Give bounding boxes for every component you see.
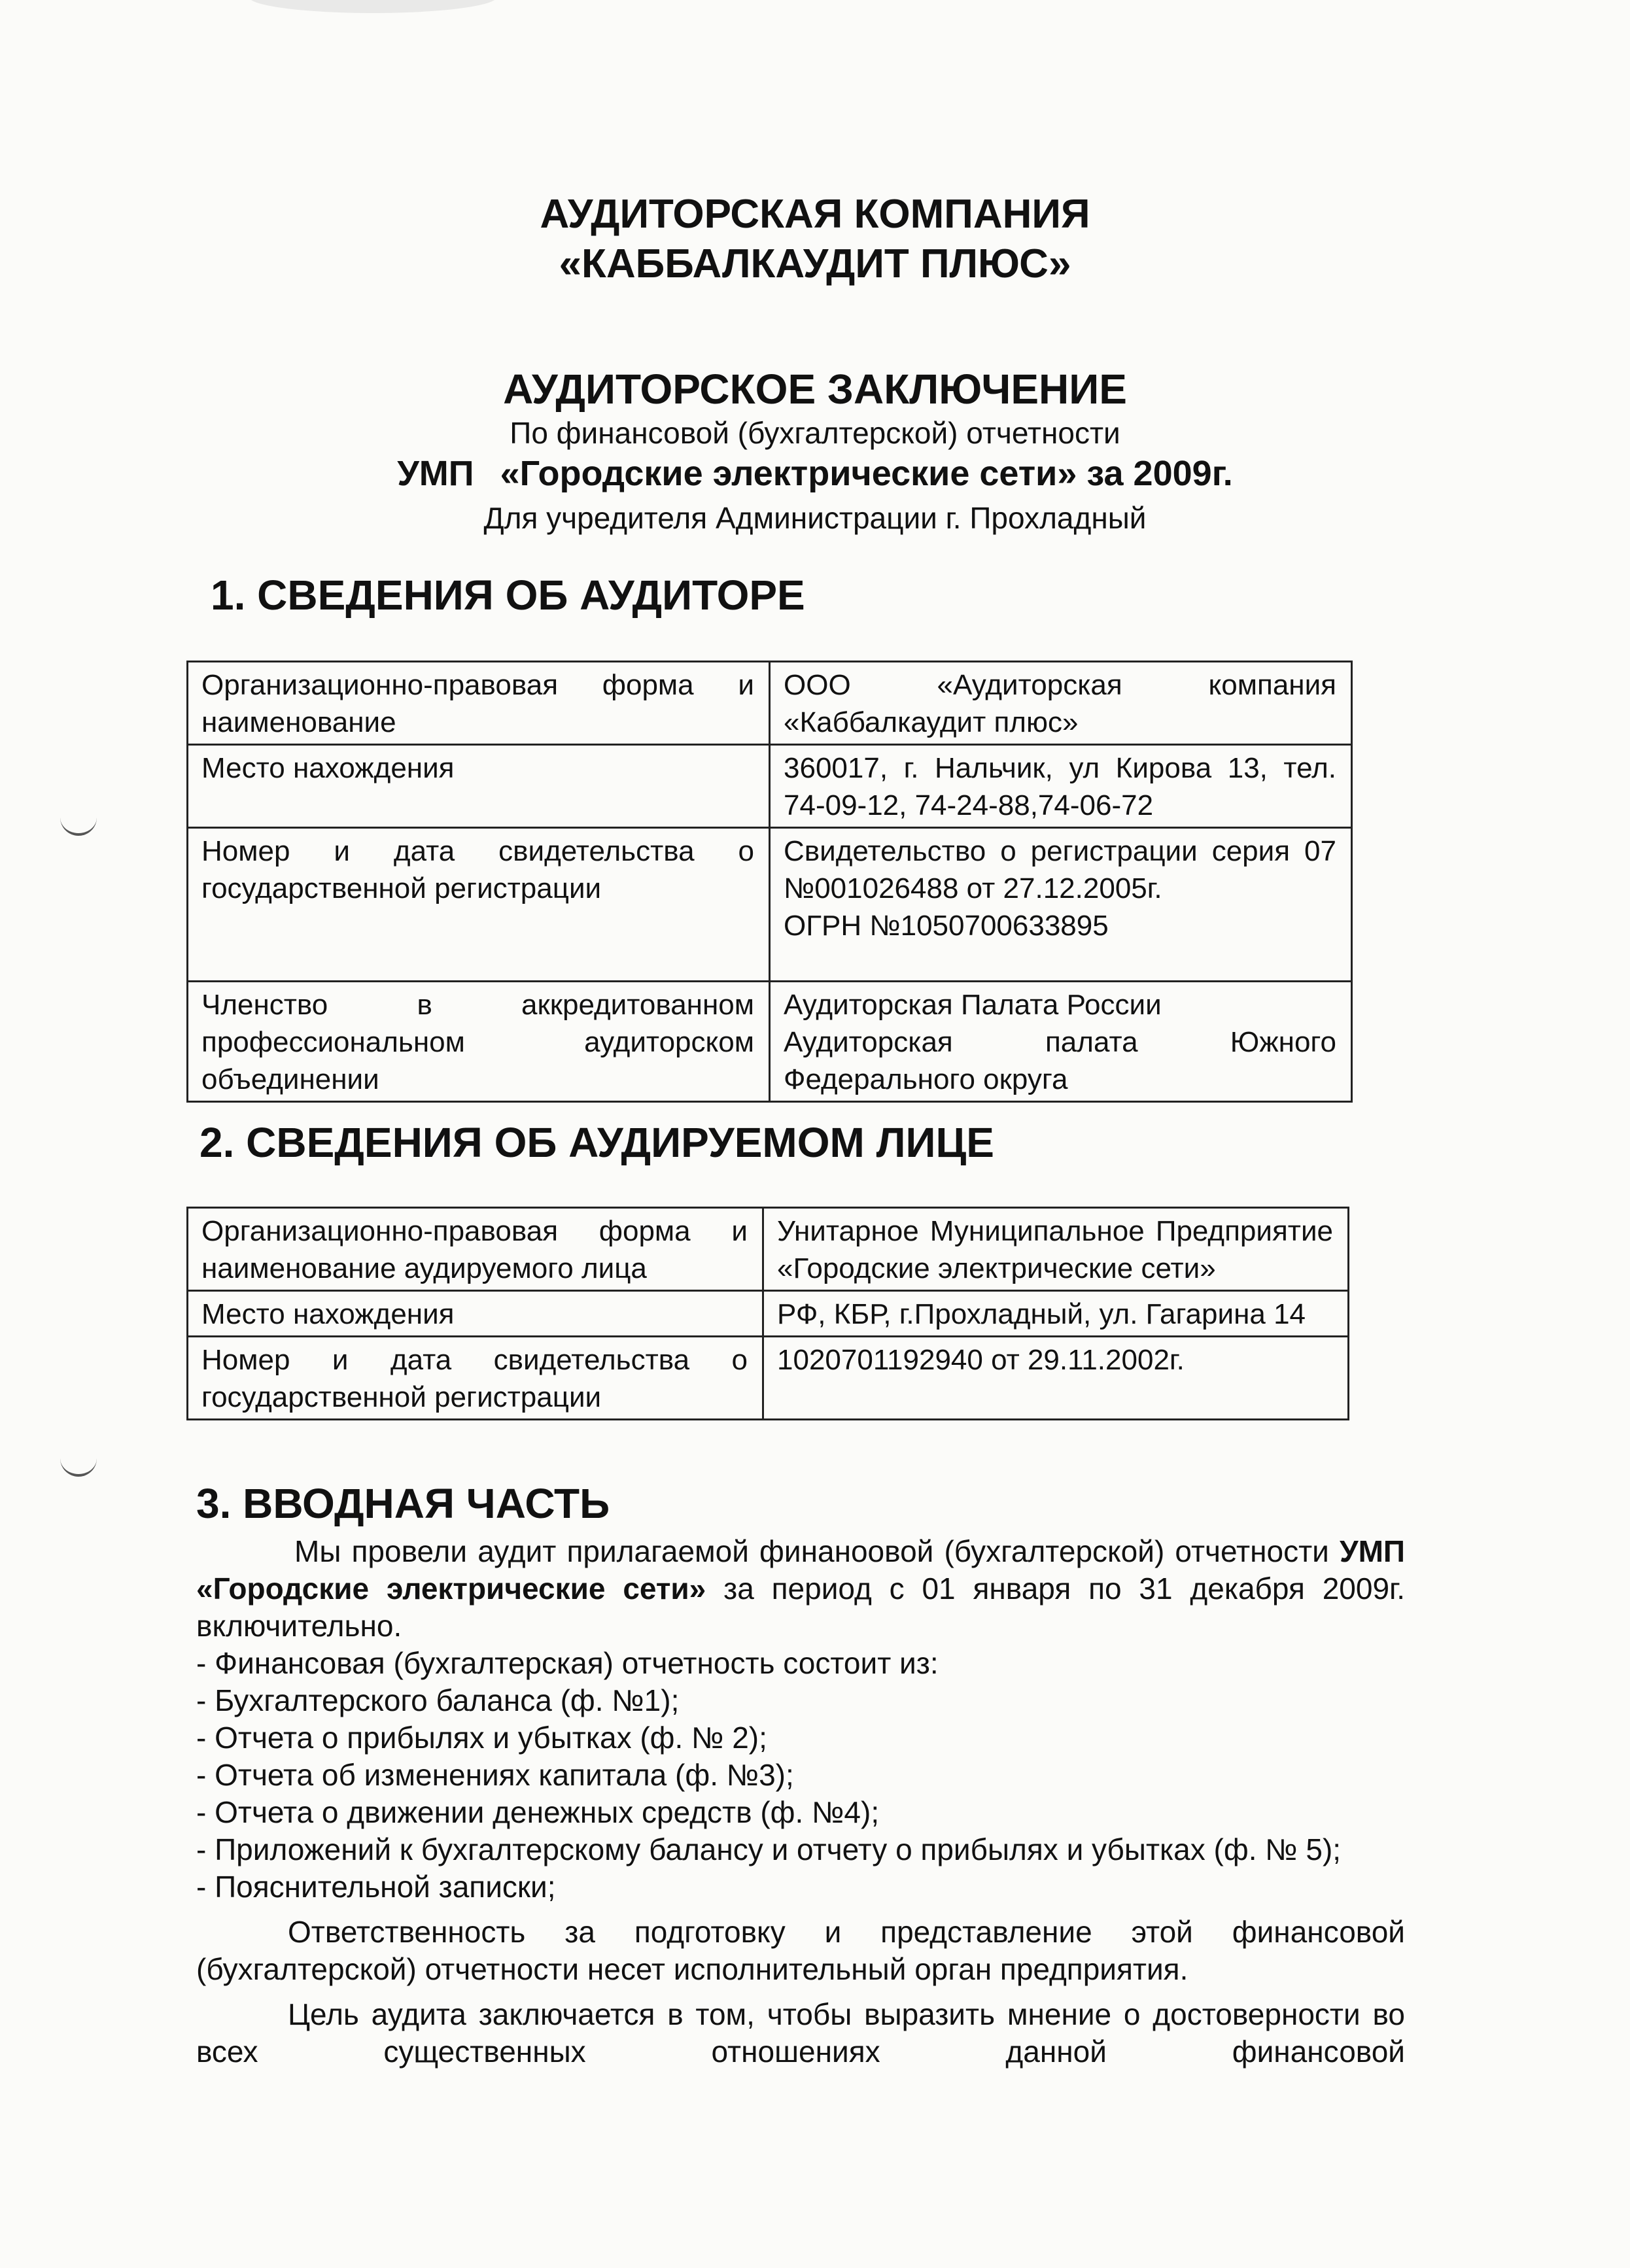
audit-goal-paragraph: Цель аудита заключается в том, чтобы выразить мнение о достоверности во всех существенных отношениях данной финансовой [196,1997,1405,2069]
row-value: Унитарное Муниципальное Предприятие «Городские электрические сети» [763,1208,1349,1291]
row-value: РФ, КБР, г.Прохладный, ул. Гагарина 14 [763,1291,1349,1337]
row-label: Номер и дата свидетельства о государственной регистрации [188,1337,763,1420]
entity-prefix: УМП [397,454,474,493]
list-item: - Отчета о прибылях и убытках (ф. № 2); [196,1721,767,1755]
company-name [0,190,1630,289]
row-value [770,982,1352,1102]
row-label: Место нахождения [188,1291,763,1337]
audited-entity-line [0,453,1630,494]
responsibility-paragraph: Ответственность за подготовку и представление этой финансовой (бухгалтерской) отчетности несет исполнительный орган предприятия. [196,1915,1405,1986]
recipient-line: Для учредителя Администрации г. Прохладный [483,501,1147,535]
row-label: Номер и дата свидетельства о государственной регистрации [188,828,770,982]
entity-bold-name: УМП «Городские электрические сети» [196,1534,1405,1606]
value-line: Аудиторская Палата России [784,989,1162,1021]
auditor-info-table [186,661,1353,1103]
list-item: - Отчета о движении денежных средств (ф. №4); [196,1795,880,1829]
row-label: Организационно-правовая форма и наименование [188,662,770,745]
audited-entity-table [186,1207,1349,1420]
list-item: - Приложений к бухгалтерскому балансу и отчету о прибылях и убытках (ф. № 5); [196,1832,1342,1866]
row-label: Место нахождения [188,745,770,828]
row-label: Организационно-правовая форма и наименование аудируемого лица [188,1208,763,1291]
binder-mark [60,1456,97,1477]
company-line-1: АУДИТОРСКАЯ КОМПАНИЯ [540,192,1090,237]
document-subtitle: По финансовой (бухгалтерской) отчетности [510,416,1120,450]
entity-name: «Городские электрические сети» за 2009г. [500,454,1233,493]
list-item: - Отчета об изменениях капитала (ф. №3); [196,1758,794,1792]
section-3-heading: 3. ВВОДНАЯ ЧАСТЬ [196,1480,610,1527]
row-value: 1020701192940 от 29.11.2002г. [763,1337,1349,1420]
section-1-heading: 1. СВЕДЕНИЯ ОБ АУДИТОРЕ [211,572,805,619]
list-item: - Финансовая (бухгалтерская) отчетность состоит из: [196,1646,939,1680]
intro-paragraph: Мы провели аудит прилагаемой финаноовой (бухгалтерской) отчетности УМП «Городские электрические сети» за период с 01 января по 31 декабря 2009г. включительно. [196,1534,1405,1643]
list-item: - Бухгалтерского баланса (ф. №1); [196,1683,680,1717]
section-3-body [196,1533,1405,2070]
table-row [188,1291,1349,1337]
value-line: Свидетельство о регистрации серия 07 №001026488 от 27.12.2005г. [784,835,1336,904]
scan-smudge [249,0,497,13]
document-title: АУДИТОРСКОЕ ЗАКЛЮЧЕНИЕ [503,366,1127,413]
row-value: 360017, г. Нальчик, ул Кирова 13, тел. 74-09-12, 74-24-88,74-06-72 [770,745,1352,828]
table-row [188,662,1352,745]
company-line-2: «КАББАЛКАУДИТ ПЛЮС» [559,241,1071,286]
table-row [188,982,1352,1102]
table-row [188,1208,1349,1291]
row-value [770,828,1352,982]
row-label: Членство в аккредитованном профессиональном аудиторском объединении [188,982,770,1102]
list-item: - Пояснительной записки; [196,1870,556,1904]
section-2-heading: 2. СВЕДЕНИЯ ОБ АУДИРУЕМОМ ЛИЦЕ [199,1119,994,1166]
table-row [188,745,1352,828]
value-line: ОГРН №1050700633895 [784,910,1109,942]
value-line: Аудиторская палата Южного Федерального округа [784,1026,1336,1095]
row-value: ООО «Аудиторская компания «Каббалкаудит плюс» [770,662,1352,745]
binder-mark [60,815,97,836]
table-row [188,828,1352,982]
table-row [188,1337,1349,1420]
